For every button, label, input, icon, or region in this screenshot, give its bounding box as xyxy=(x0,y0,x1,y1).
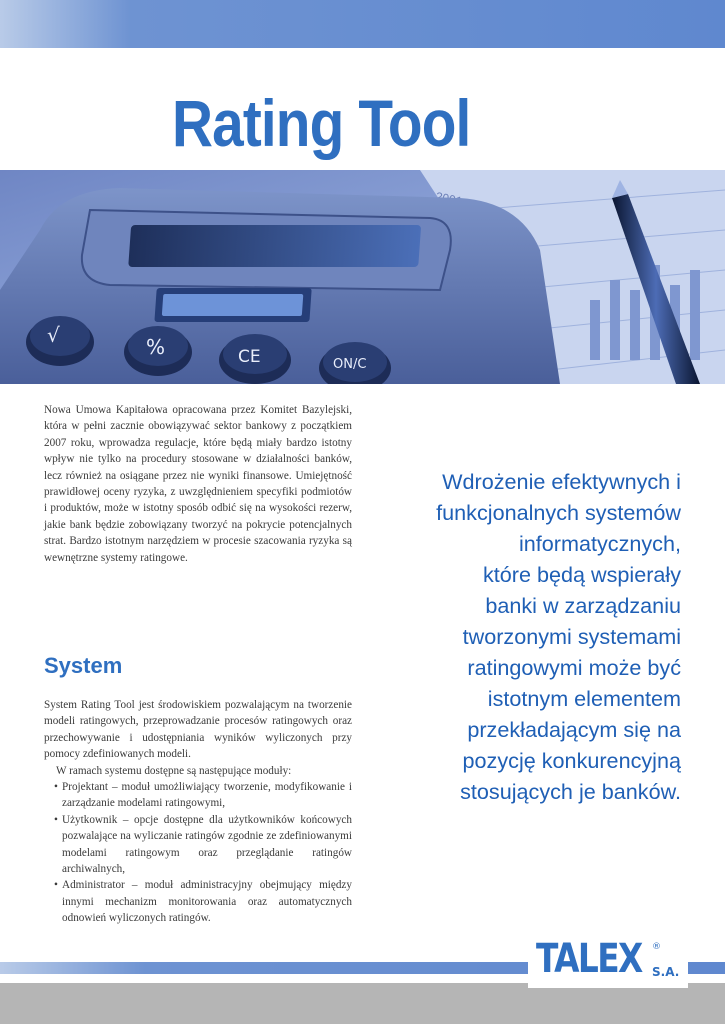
quote-line: pozycję konkurencyjną xyxy=(462,748,681,773)
svg-text:√: √ xyxy=(47,323,60,347)
list-item: • Projektant – moduł umożliwiający tworzenie, modyfikowanie i zarządzanie modelami ratingowymi, xyxy=(44,779,352,812)
footer-bar xyxy=(0,983,725,1024)
page-title: Rating Tool xyxy=(172,86,471,161)
svg-text:ON/C: ON/C xyxy=(333,357,367,372)
quote-line: stosujących je banków. xyxy=(460,779,681,804)
svg-text:CE: CE xyxy=(238,347,261,367)
quote-line: tworzonymi systemami xyxy=(462,624,681,649)
modules-intro: W ramach systemu dostępne są następujące moduły: xyxy=(56,764,292,777)
svg-text:%: % xyxy=(146,335,166,359)
registered-mark: ® xyxy=(652,942,661,952)
system-description: System Rating Tool jest środowiskiem pozwalającym na tworzenie modeli ratingowych, przeprowadzanie procesów ratingowych oraz przechowywanie i udostępniania wyników wyliczonych przy pomocy zdefiniowanych modeli. xyxy=(44,699,352,761)
quote-line: banki w zarządzaniu xyxy=(485,593,681,618)
pull-quote xyxy=(371,466,681,807)
logo-suffix: S.A. xyxy=(652,965,680,979)
logo-name: TALEX xyxy=(536,936,642,982)
quote-line: funkcjonalnych systemów xyxy=(436,500,681,525)
quote-line: informatycznych, xyxy=(518,531,681,556)
list-item: • Użytkownik – opcje dostępne dla użytkowników końcowych pozwalające na wyliczanie ratingów zgodnie ze zdefiniowanymi modelami ratingowym oraz przeglądanie ratingów archiwalnych, xyxy=(44,812,352,878)
quote-line: przekładającym się na xyxy=(467,717,681,742)
quote-line: ratingowymi może być xyxy=(467,655,681,680)
quote-line: które będą wspierały xyxy=(482,562,681,587)
quote-line: Wdrożenie efektywnych i xyxy=(442,469,681,494)
modules-list xyxy=(44,779,352,927)
quote-line: istotnym elementem xyxy=(487,686,681,711)
system-section xyxy=(44,697,352,927)
system-heading: System xyxy=(44,653,123,678)
intro-paragraph: Nowa Umowa Kapitałowa opracowana przez Komitet Bazylejski, która w pełni zacznie obowiązywać sektor bankowy z początkiem 2007 roku, wprowadza regulacje, które będą miały bardzo istotny wpływ nie tylko na procedury stosowane w działalności banków, lecz również na osiągane przez nie wyniki finansowe. Umiejętność prawidłowej oceny ryzyka, z uwzględnieniem specyfiki podmiotów i produktów, może w istotny sposób odbić się na wysokości rezerw, jakie bank będzie zobowiązany tworzyć na pokrycie potencjalnych strat. Bardzo istotnym narzędziem w procesie szacowania ryzyka są wewnętrzne systemy ratingowe. xyxy=(44,404,352,564)
talex-logo xyxy=(528,938,688,988)
top-color-band xyxy=(0,0,725,48)
list-item: • Administrator – moduł administracyjny obejmujący między innymi mechanizm monitorowania oraz automatycznych odnowień wyliczonych ratingów. xyxy=(44,877,352,926)
calculator-photo xyxy=(0,170,725,384)
